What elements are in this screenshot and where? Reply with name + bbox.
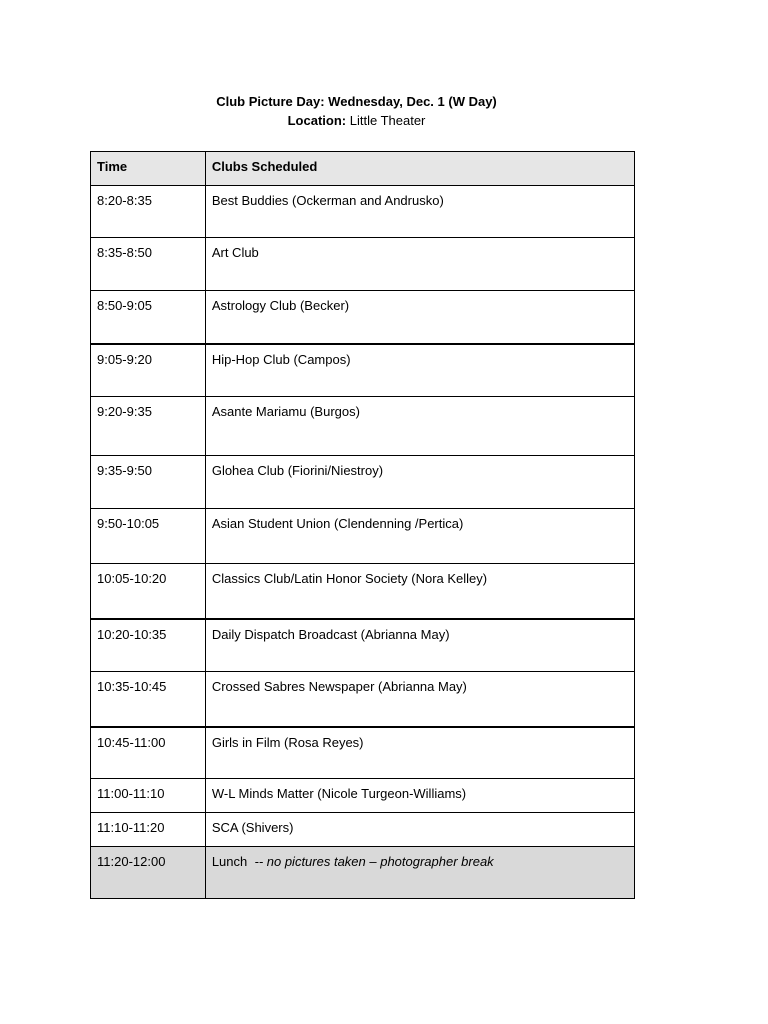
location-label: Location:: [287, 113, 347, 128]
club-cell: Best Buddies (Ockerman and Andrusko): [205, 186, 634, 238]
time-cell: 9:35-9:50: [91, 456, 206, 509]
time-cell: 10:20-10:35: [91, 619, 206, 672]
time-cell: 10:35-10:45: [91, 672, 206, 727]
table-row: [91, 397, 635, 456]
lunch-row: [91, 847, 635, 899]
table-row: [91, 813, 635, 847]
table-row: [91, 619, 635, 672]
table-row: [91, 727, 635, 779]
club-cell: Asante Mariamu (Burgos): [205, 397, 634, 456]
table-row: [91, 238, 635, 291]
time-cell: 9:50-10:05: [91, 509, 206, 564]
club-cell: Girls in Film (Rosa Reyes): [205, 727, 634, 779]
table-row: [91, 456, 635, 509]
page-title: Club Picture Day: Wednesday, Dec. 1 (W Day): [216, 94, 497, 109]
column-header-time: Time: [91, 152, 206, 186]
time-cell: 11:20-12:00: [91, 847, 206, 899]
club-cell: W-L Minds Matter (Nicole Turgeon-Williams): [205, 779, 634, 813]
location-value: Little Theater: [349, 113, 426, 128]
table-row: [91, 186, 635, 238]
column-header-clubs: Clubs Scheduled: [205, 152, 634, 186]
lunch-cell: [205, 847, 634, 899]
time-cell: 11:00-11:10: [91, 779, 206, 813]
club-cell: SCA (Shivers): [205, 813, 634, 847]
time-cell: 11:10-11:20: [91, 813, 206, 847]
table-row: [91, 344, 635, 397]
schedule-table: [90, 151, 635, 899]
club-cell: Crossed Sabres Newspaper (Abrianna May): [205, 672, 634, 727]
club-cell: Daily Dispatch Broadcast (Abrianna May): [205, 619, 634, 672]
time-cell: 9:20-9:35: [91, 397, 206, 456]
table-row: [91, 291, 635, 344]
table-row: [91, 672, 635, 727]
table-header-row: [91, 152, 635, 186]
lunch-note: -- no pictures taken – photographer break: [254, 854, 494, 869]
time-cell: 9:05-9:20: [91, 344, 206, 397]
table-row: [91, 779, 635, 813]
location-line: [0, 112, 713, 130]
table-row: [91, 509, 635, 564]
club-cell: Art Club: [205, 238, 634, 291]
table-row: [91, 564, 635, 619]
club-cell: Asian Student Union (Clendenning /Pertica): [205, 509, 634, 564]
lunch-label: Lunch: [211, 854, 248, 869]
time-cell: 8:50-9:05: [91, 291, 206, 344]
club-cell: Astrology Club (Becker): [205, 291, 634, 344]
time-cell: 8:35-8:50: [91, 238, 206, 291]
club-cell: Glohea Club (Fiorini/Niestroy): [205, 456, 634, 509]
time-cell: 8:20-8:35: [91, 186, 206, 238]
time-cell: 10:45-11:00: [91, 727, 206, 779]
club-cell: Classics Club/Latin Honor Society (Nora Kelley): [205, 564, 634, 619]
time-cell: 10:05-10:20: [91, 564, 206, 619]
club-cell: Hip-Hop Club (Campos): [205, 344, 634, 397]
